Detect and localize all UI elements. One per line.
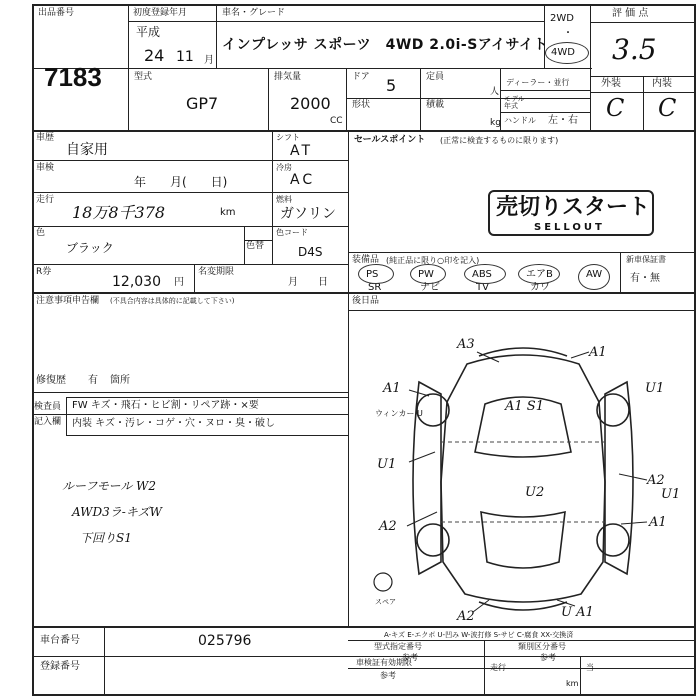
mark-u1-left: U1 [377,457,397,472]
model-code-label: 型式 [134,72,153,82]
color-value: ブラック [66,241,114,255]
footer-misc-label: 当 [586,663,594,672]
exterior-label: 外装 [601,78,621,89]
inspector-ext-items: FW キズ・飛石・ヒビ割・リペア跡・×要 [72,400,259,411]
mark-ua1: U A1 [561,605,594,620]
equip-aw-circle [578,264,610,290]
shift-value: AT [290,143,314,159]
reg-month: 11 [176,49,194,65]
mark-a1-top: A1 [589,345,607,360]
reg-year: 24 [144,46,165,65]
inspection-value: 年 月( 日) [134,175,228,189]
inspector-label-top: 検査員 [34,402,62,412]
equip-abs: ABS [472,269,492,280]
mark-roof: A1 S1 [505,399,544,414]
capacity-unit: 人 [490,87,500,97]
inspector-note-2: AWD3ラ-キズW [72,505,162,519]
chassis-number: 025796 [198,633,252,649]
history-value: 自家用 [66,142,108,158]
mark-u1-right: U1 [645,381,665,396]
color-code-label: 色コード [276,228,308,237]
color-code-value: D4S [298,245,323,259]
equip-ps: PS [366,269,379,280]
mark-winker: ウィンカー U [375,409,423,418]
displacement-unit: CC [330,116,343,126]
load-label: 積載 [426,100,445,110]
cert-label: 車検証有効期限 [356,658,412,667]
equip-airbag-circle [518,264,560,284]
equip-navi: ナビ [420,282,440,293]
mark-a1-right: A1 [649,515,667,530]
displacement: 2000 [290,94,331,113]
chassis-label: 車台番号 [40,635,80,646]
mark-a3: A3 [457,337,475,352]
capacity-label: 定員 [426,72,445,82]
score-value: 3.5 [612,33,657,66]
load-unit: kg [490,118,501,128]
category-label: 類別区分番号 [518,642,566,651]
drive-4wd-circle [545,42,589,64]
mark-spare: スペア [375,598,396,606]
mark-a2-right: A2 [647,473,665,488]
repair-unit: 箇所 [110,375,130,386]
sales-point-label: セールスポイント [354,135,426,145]
model-name-label: 車名・グレード [222,8,286,18]
ac-label: 冷房 [276,163,292,172]
sellout-stamp [488,190,654,236]
category-reference: 参考 [540,653,556,662]
drive-dot: ・ [563,28,573,39]
reg-number-label: 登録番号 [40,661,80,672]
fuel-value: ガソリン [280,206,336,222]
reg-month-unit: 月 [204,55,214,66]
cert-reference: 参考 [380,671,396,680]
mileage-label: 走行 [36,195,55,205]
displacement-label: 排気量 [274,72,302,82]
mileage-value: 18万8千378 [72,203,166,222]
inspector-note-1: ルーフモール W2 [62,479,156,493]
lot-label: 出品番号 [38,8,75,18]
drive-4wd: 4WD [551,47,575,58]
equip-sr: SR [368,282,382,293]
footer-mileage-unit: km [566,679,579,688]
history-label: 車歴 [36,133,55,143]
interior-grade: C [658,94,677,122]
equipment-label: 装備品 [352,255,380,265]
mark-a1-left: A1 [383,381,401,396]
recycle-fee: 12,030 [112,274,161,290]
after-market-label: 後日品 [352,296,380,306]
model-name: インプレッサ スポーツ 4WD 2.0i-Sアイサイト [222,37,549,53]
equip-airbag: エアB [526,269,553,280]
drive-2wd: 2WD [550,13,574,24]
model-spec-reference: 参考 [402,653,418,662]
footer-mileage-label: 走行 [490,663,506,672]
equipment-note: (純正品に限り○印を記入) [386,256,480,265]
name-change-unit: 月 日 [288,277,328,288]
color-change-label: 色替 [246,241,265,251]
inspector-note-3: 下回りS1 [80,531,132,545]
recycle-unit: 円 [174,277,184,288]
warranty-value: 有・無 [630,273,660,284]
equip-ps-circle [358,264,394,284]
equip-leather: カワ [530,282,550,293]
handle-label: ハンドル [504,116,536,125]
lot-number: 7183 [44,62,102,92]
equip-tv: TV [476,282,489,293]
mark-a2-left: A2 [379,519,397,534]
diagram-legend: A-キズ E-エクボ U-凹み W-波打修 S-サビ C-腐食 XX-交換済 [384,631,574,639]
mileage-unit: km [220,207,236,218]
mark-u2: U2 [525,485,545,500]
color-label: 色 [36,228,46,238]
notes-label: 注意事項申告欄 [36,296,100,306]
ac-value: AC [290,172,316,188]
inspector-int-items: 内装 キズ・汚レ・コゲ・穴・ヌロ・臭・破し [72,418,275,429]
doors: 5 [386,76,397,95]
sales-point-note: (正常に検査するものに限ります) [440,136,559,145]
exterior-grade: C [606,94,625,122]
model-code: GP7 [186,94,219,113]
repair-label: 修復歴 [36,375,66,386]
equip-aw: AW [586,269,603,280]
fuel-label: 燃料 [276,195,292,204]
equip-pw: PW [418,269,434,280]
doors-label: ドア [352,72,370,82]
mark-a2-bottom: A2 [457,609,475,622]
equip-abs-circle [464,264,506,284]
inspection-label: 車検 [36,163,55,173]
interior-label: 内装 [652,78,672,89]
recycle-label: R券 [36,267,52,277]
handle-options: 左・右 [548,115,578,126]
mark-u1-right-2: U1 [661,487,681,502]
score-label: 評 価 点 [612,8,649,19]
equip-pw-circle [410,264,446,284]
shape-label: 形状 [352,100,371,110]
car-diagram [349,312,695,622]
shift-label: シフト [276,133,300,142]
repair-value: 有 [88,375,98,386]
name-change-label: 名変期限 [198,267,235,277]
notes-note: (不具合内容は具体的に記載して下さい) [110,297,235,305]
model-year-label: モデル年式 [504,95,525,110]
sellout-stamp-sub: SELLOUT [534,222,605,233]
warranty-label: 新車保証書 [626,255,666,264]
inspector-label-bottom: 記入欄 [34,417,62,427]
sellout-stamp-main: 売切りスタート [496,194,651,220]
model-spec-label: 型式指定番号 [374,642,422,651]
first-reg-label: 初度登録年月 [133,8,188,18]
era: 平成 [136,25,161,39]
dealer-label: ディーラー・並行 [506,78,570,87]
